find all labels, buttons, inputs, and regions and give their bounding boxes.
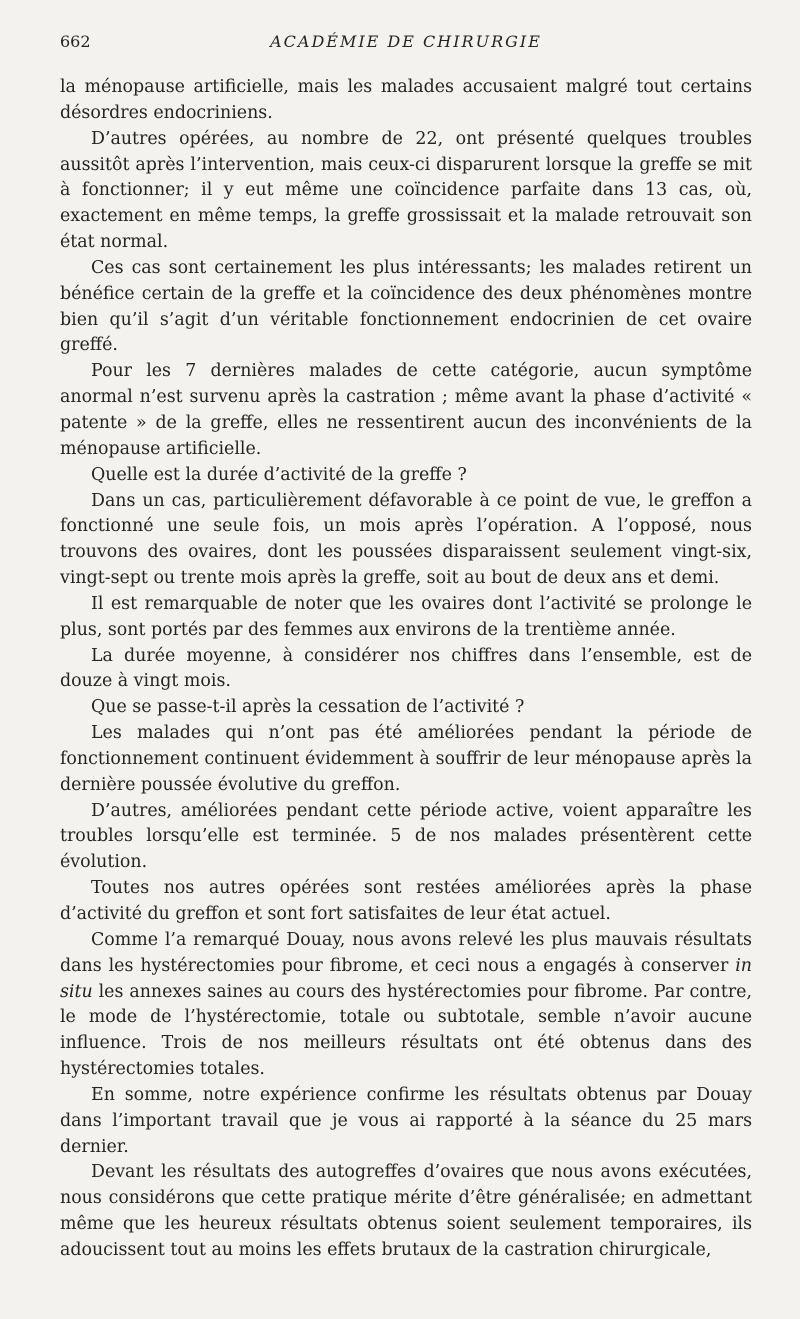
page-number: 662 <box>60 32 91 51</box>
paragraph-text: les annexes saines au cours des hystérectomies pour fibrome. Par contre, le mode de l’hystérectomie, totale ou subtotale, semble n’avoir aucune influence. Trois de nos meilleurs résultats ont été obtenus dans des hystérectomies totales. <box>60 981 752 1080</box>
paragraph: Les malades qui n’ont pas été améliorées pendant la période de fonctionnement continuent évidemment à souffrir de leur ménopause après la dernière poussée évolutive du greffon. <box>60 723 752 795</box>
paragraph-text: Comme l’a remarqué Douay, nous avons relevé les plus mauvais résultats dans les hystérectomies pour fibrome, et ceci nous a engagés à conserver <box>60 929 752 976</box>
body-text <box>60 75 752 1264</box>
italic-term: in situ <box>60 955 752 1002</box>
paragraph: En somme, notre expérience confirme les résultats obtenus par Douay dans l’important travail que je vous ai rapporté à la séance du 25 mars dernier. <box>60 1084 752 1157</box>
paragraph: Pour les 7 dernières malades de cette catégorie, aucun symptôme anormal n’est survenu après la castration ; même avant la phase d’activité « patente » de la greffe, elles ne ressentirent aucun des inconvénients de la ménopause artificielle. <box>60 361 752 459</box>
page-header <box>60 32 752 54</box>
paragraph: Quelle est la durée d’activité de la greffe ? <box>91 464 467 485</box>
running-title: ACADÉMIE DE CHIRURGIE <box>270 32 542 51</box>
paragraph: Il est remarquable de noter que les ovaires dont l’activité se prolonge le plus, sont portés par des femmes aux environs de la trentième année. <box>60 593 752 640</box>
paragraph: D’autres, améliorées pendant cette période active, voient apparaître les troubles lorsqu’elle est terminée. 5 de nos malades présentèrent cette évolution. <box>60 800 752 873</box>
paragraph: Devant les résultats des autogreffes d’ovaires que nous avons exécutées, nous considérons que cette pratique mérite d’être généralisée; en admettant même que les heureux résultats obtenus soient seulement temporaires, ils adoucissent tout au moins les effets brutaux de la castration chirurgicale, <box>60 1162 752 1260</box>
paragraph: la ménopause artificielle, mais les malades accusaient malgré tout certains désordres endocriniens. <box>60 77 752 123</box>
paragraph: Dans un cas, particulièrement défavorable à ce point de vue, le greffon a fonctionné une seule fois, un mois après l’opération. A l’opposé, nous trouvons des ovaires, dont les poussées disparaissent seulement vingt-six, vingt-sept ou trente mois après la greffe, soit au bout de deux ans et demi. <box>60 490 752 589</box>
paragraph: Toutes nos autres opérées sont restées améliorées après la phase d’activité du greffon et sont fort satisfaites de leur état actuel. <box>60 878 752 924</box>
paragraph: La durée moyenne, à considérer nos chiffres dans l’ensemble, est de douze à vingt mois. <box>60 645 752 692</box>
paragraph: Ces cas sont certainement les plus intéressants; les malades retirent un bénéfice certain de la greffe et la coïncidence des deux phénomènes montre bien qu’il s’agit d’un véritable fonctionnement endocrinien de cet ovaire greffé. <box>60 257 752 356</box>
paragraph <box>60 928 752 1083</box>
paragraph: Que se passe-t-il après la cessation de l’activité ? <box>91 697 525 718</box>
paragraph: D’autres opérées, au nombre de 22, ont présenté quelques troubles aussitôt après l’intervention, mais ceux-ci disparurent lorsque la greffe se mit à fonctionner; il y eut même une coïncidence parfaite dans 13 cas, où, exactement en même temps, la greffe grossissait et la malade retrouvait son état normal. <box>60 128 752 253</box>
